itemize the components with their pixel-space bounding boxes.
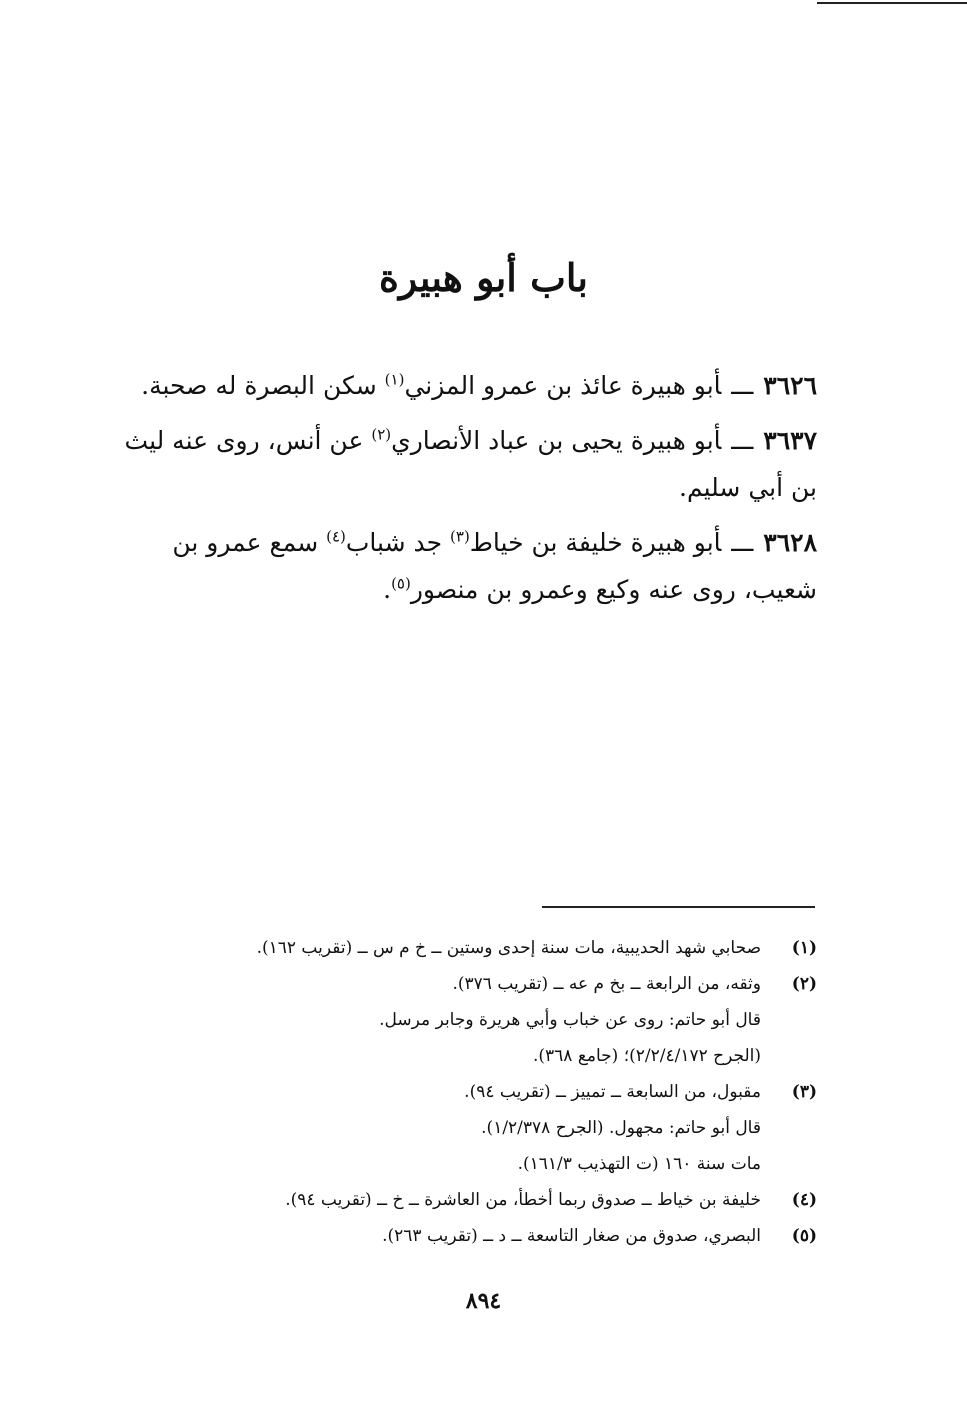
entry-text: سمع عمرو بن شعيب، روى عنه وكيع وعمرو بن منصور [172,528,817,604]
footnote-number: (٢) [791,974,817,994]
entry-text: عن أنس، روى عنه ليث بن أبي سليم. [124,426,817,502]
footnote-line: مقبول، من السابعة ــ تمييز ــ (تقريب ٩٤). [464,1082,761,1102]
entry-3628 [120,519,817,613]
footnote-line: صحابي شهد الحديبية، مات سنة إحدى وستين ــ خ م س ــ (تقريب ١٦٢). [256,938,761,958]
footnote-line: وثقه، من الرابعة ــ بخ م عه ــ (تقريب ٣٧٦). [452,974,761,994]
footnote-reference: (٢) [371,425,392,444]
entry-text: . [383,575,392,604]
entry-dash: ـــ [731,528,754,557]
chapter-title: باب أبو هبيرة [379,255,588,300]
entry-number: ٣٦٢٨ [763,528,817,557]
footnote-line: البصري، صدوق من صغار التاسعة ــ د ــ (تقريب ٢٦٣). [382,1226,761,1246]
footnote-4 [150,1182,817,1218]
entry-text: أبو هبيرة خليفة بن خياط [469,528,722,557]
top-edge-rule [817,2,967,4]
footnote-2 [150,966,817,1074]
footnote-3 [150,1074,817,1182]
footnote-number: (٥) [791,1226,817,1246]
entry-text: سكن البصرة له صحبة. [141,371,385,400]
entry-text: جد شباب [345,528,451,557]
footnote-reference: (٣) [450,527,470,546]
footnote-separator-rule [542,906,815,908]
entry-text: أبو هبيرة يحيى بن عباد الأنصاري [391,426,722,455]
footnote-line: خليفة بن خياط ــ صدوق ربما أخطأ، من العاشرة ــ خ ــ (تقريب ٩٤). [285,1190,761,1210]
footnote-reference: (٥) [391,574,411,593]
footnote-5 [150,1218,817,1254]
page-number: ٨٩٤ [465,1288,502,1314]
footnote-number: (١) [791,938,817,958]
footnote-reference: (٤) [326,527,346,546]
footnote-line: قال أبو حاتم: مجهول. (الجرح ١/٢/٣٧٨). [481,1118,761,1138]
footnote-line: (الجرح ٢/٢/٤/١٧٢)؛ (جامع ٣٦٨). [532,1046,761,1066]
footnote-reference: (١) [384,370,405,389]
entry-dash: ـــ [731,426,754,455]
entry-dash: ـــ [731,371,754,400]
footnote-number: (٣) [791,1082,817,1102]
entry-number: ٣٦٣٧ [763,426,817,455]
entry-3637 [120,417,817,511]
footnotes-section [150,930,817,1254]
footnote-line: مات سنة ١٦٠ (ت التهذيب ١٦١/٣). [517,1154,761,1174]
footnote-line: قال أبو حاتم: روى عن خباب وأبي هريرة وجابر مرسل. [379,1010,761,1030]
entries-list [120,362,817,621]
entry-number: ٣٦٢٦ [763,371,817,400]
footnote-number: (٤) [791,1190,817,1210]
entry-text: أبو هبيرة عائذ بن عمرو المزني [404,371,722,400]
entry-3626 [120,362,817,409]
footnote-1 [150,930,817,966]
